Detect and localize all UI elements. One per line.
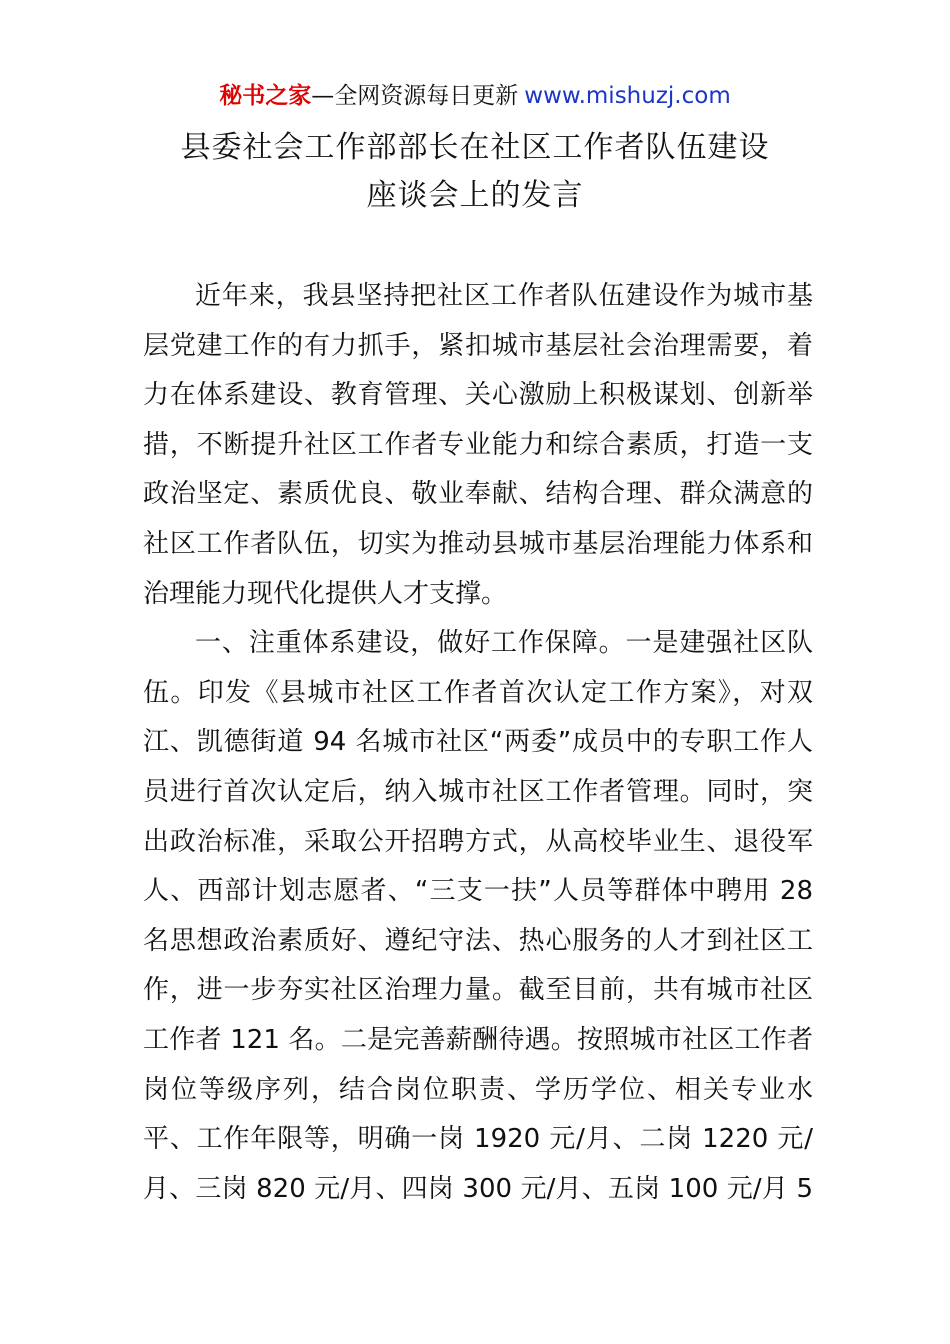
- body-line: 出政治标准，采取公开招聘方式，从高校毕业生、退役军: [143, 826, 813, 857]
- body-line: 名思想政治素质好、遵纪守法、热心服务的人才到社区工: [143, 925, 813, 956]
- body-line: 治理能力现代化提供人才支撑。: [143, 578, 508, 609]
- body-line: 政治坚定、素质优良、敬业奉献、结构合理、群众满意的: [143, 479, 813, 510]
- body-line: 作，进一步夯实社区治理力量。截至目前，共有城市社区: [143, 975, 813, 1006]
- document-title: [0, 124, 950, 220]
- site-brand: 秘书之家: [219, 83, 312, 109]
- body-line: 一、注重体系建设，做好工作保障。一是建强社区队: [195, 628, 813, 659]
- body-line: 岗位等级序列，结合岗位职责、学历学位、相关专业水: [143, 1074, 813, 1105]
- site-url-link[interactable]: www.mishuzj.com: [524, 83, 731, 109]
- body-line: 月、三岗 820 元/月、四岗 300 元/月、五岗 100 元/月 5: [143, 1173, 813, 1204]
- body-line: 平、工作年限等，明确一岗 1920 元/月、二岗 1220 元/: [143, 1124, 813, 1155]
- body-line: 员进行首次认定后，纳入城市社区工作者管理。同时，突: [143, 776, 813, 807]
- body-line: 江、凯德街道 94 名城市社区“两委”成员中的专职工作人: [143, 727, 813, 758]
- title-line-1: 县委社会工作部部长在社区工作者队伍建设: [180, 130, 770, 165]
- body-line: 工作者 121 名。二是完善薪酬待遇。按照城市社区工作者: [143, 1024, 813, 1055]
- body-line: 力在体系建设、教育管理、关心激励上积极谋划、创新举: [143, 380, 813, 411]
- site-tagline: —全网资源每日更新: [311, 83, 519, 109]
- body-line: 伍。印发《县城市社区工作者首次认定工作方案》，对双: [143, 677, 813, 708]
- body-line: 人、西部计划志愿者、“三支一扶”人员等群体中聘用 28: [143, 876, 813, 907]
- body-line: 层党建工作的有力抓手，紧扣城市基层社会治理需要，着: [143, 330, 813, 361]
- body-line: 社区工作者队伍，切实为推动县城市基层治理能力体系和: [143, 528, 813, 559]
- title-line-2: 座谈会上的发言: [366, 178, 584, 213]
- site-header: [0, 80, 950, 112]
- document-body: [143, 272, 813, 1214]
- body-line: 近年来，我县坚持把社区工作者队伍建设作为城市基: [195, 281, 813, 311]
- body-line: 措，不断提升社区工作者专业能力和综合素质，打造一支: [143, 429, 813, 460]
